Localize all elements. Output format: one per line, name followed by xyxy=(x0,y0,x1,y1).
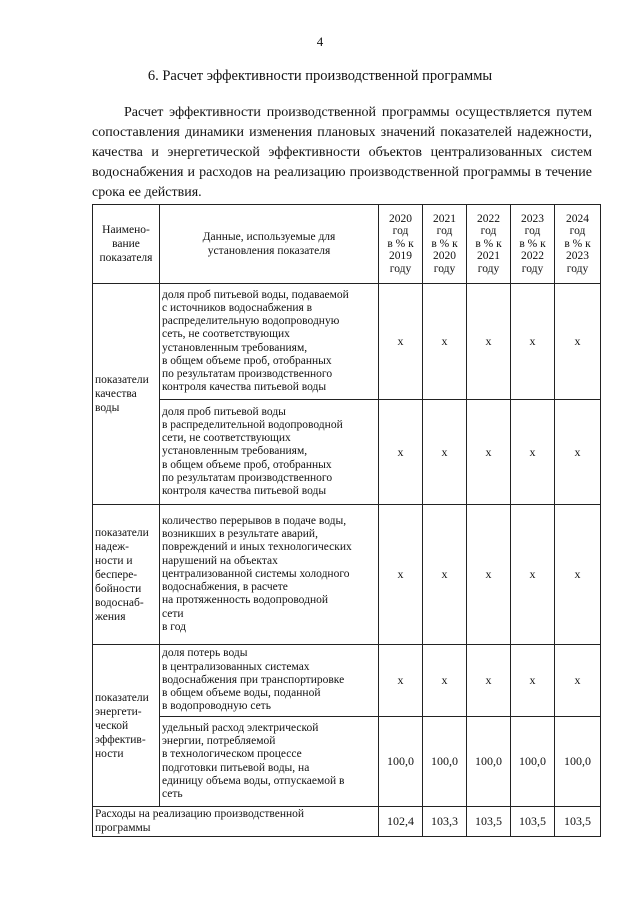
table-row xyxy=(93,284,601,400)
indicator-value: 100,0 xyxy=(423,717,467,807)
header-year: 2021 год в % к 2020 году xyxy=(423,205,467,284)
indicator-value: х xyxy=(423,645,467,717)
header-year: 2022 год в % к 2021 году xyxy=(467,205,511,284)
indicator-value: 100,0 xyxy=(467,717,511,807)
indicator-value: х xyxy=(379,645,423,717)
indicator-description: удельный расход электрической энергии, потребляемой в технологическом процессе подготовки питьевой воды, на единицу объема воды, отпускаемой в сеть xyxy=(160,717,379,807)
section-heading: 6. Расчет эффективности производственной программы xyxy=(147,68,493,84)
indicator-value: х xyxy=(379,400,423,505)
page-number: 4 xyxy=(316,34,324,49)
group-energy: показатели энергети- ческой эффектив- ности xyxy=(93,645,160,807)
header-indicator-name: Наимено- вание показателя xyxy=(93,205,160,284)
indicator-value: х xyxy=(379,505,423,645)
indicator-value: х xyxy=(467,400,511,505)
group-quality: показатели качества воды xyxy=(93,284,160,505)
program-costs-label: Расходы на реализацию производственной программы xyxy=(93,807,379,837)
indicator-value: х xyxy=(511,400,555,505)
indicator-value: х xyxy=(555,645,601,717)
table-row xyxy=(93,645,601,717)
indicator-value: х xyxy=(423,284,467,400)
indicator-value: х xyxy=(511,284,555,400)
indicator-description: доля проб питьевой воды, подаваемой с источников водоснабжения в распределительную водопроводную сеть, не соответствующих установленным требованиям, в общем объеме проб, отобранных по результатам производственного контроля качества питьевой воды xyxy=(160,284,379,400)
intro-paragraph: Расчет эффективности производственной программы осуществляется путем сопоставления динамики изменения плановых значений показателей надежности, качества и энергетической эффективности объектов централизованных систем водоснабжения и расходов на реализацию производственной программы в течение срока ее действия. xyxy=(92,105,592,200)
program-costs-value: 103,5 xyxy=(511,807,555,837)
header-data-used: Данные, используемые для установления показателя xyxy=(160,205,379,284)
indicator-value: х xyxy=(511,505,555,645)
indicator-description: доля проб питьевой воды в распределительной водопроводной сети, не соответствующих установленным требованиям, в общем объеме проб, отобранных по результатам производственного контроля качества питьевой воды xyxy=(160,400,379,505)
indicator-description: количество перерывов в подаче воды, возникших в результате аварий, повреждений и иных технологических нарушений на объектах централизованной системы холодного водоснабжения, в расчете на протяженность водопроводной сети в год xyxy=(160,505,379,645)
program-costs-value: 103,5 xyxy=(467,807,511,837)
table-row xyxy=(93,505,601,645)
indicator-value: х xyxy=(423,400,467,505)
program-costs-value: 103,3 xyxy=(423,807,467,837)
indicator-value: 100,0 xyxy=(555,717,601,807)
table-row xyxy=(93,400,601,505)
header-row xyxy=(93,205,601,284)
indicator-value: х xyxy=(555,284,601,400)
indicator-value: х xyxy=(467,284,511,400)
program-costs-value: 102,4 xyxy=(379,807,423,837)
efficiency-table xyxy=(92,204,601,837)
indicator-value: х xyxy=(467,505,511,645)
indicator-value: х xyxy=(511,645,555,717)
header-year: 2024 год в % к 2023 году xyxy=(555,205,601,284)
indicator-value: х xyxy=(423,505,467,645)
indicator-value: 100,0 xyxy=(511,717,555,807)
table-row xyxy=(93,717,601,807)
header-year: 2023 год в % к 2022 году xyxy=(511,205,555,284)
indicator-value: х xyxy=(555,400,601,505)
program-costs-value: 103,5 xyxy=(555,807,601,837)
indicator-value: х xyxy=(379,284,423,400)
indicator-value: х xyxy=(467,645,511,717)
indicator-value: х xyxy=(555,505,601,645)
indicator-description: доля потерь воды в централизованных системах водоснабжения при транспортировке в общем объеме воды, поданной в водопроводную сеть xyxy=(160,645,379,717)
header-year: 2020 год в % к 2019 году xyxy=(379,205,423,284)
footer-row xyxy=(93,807,601,837)
group-reliability: показатели надеж- ности и беспере- бойности водоснаб- жения xyxy=(93,505,160,645)
indicator-value: 100,0 xyxy=(379,717,423,807)
